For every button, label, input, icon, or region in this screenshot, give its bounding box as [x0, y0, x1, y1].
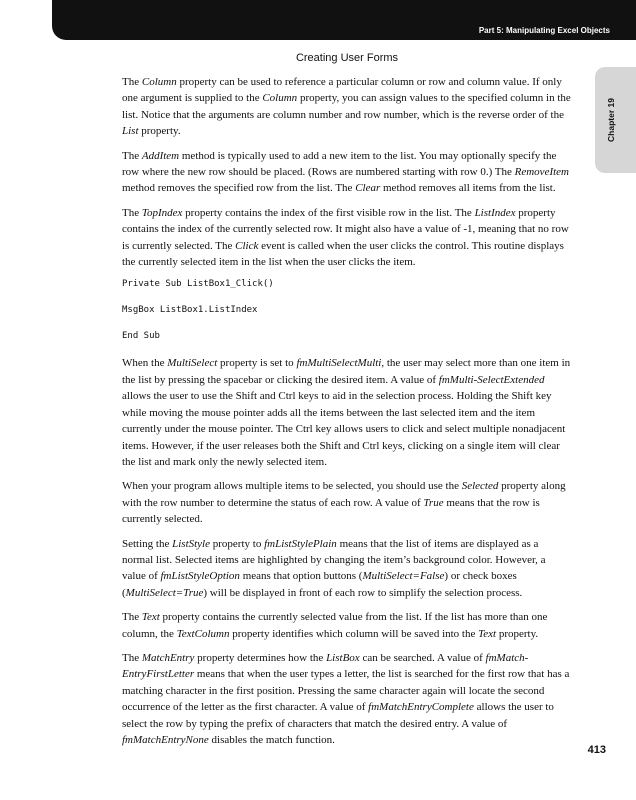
- top-header-bar: [52, 0, 636, 40]
- italic-term: fmMatchEntryNone: [122, 734, 209, 746]
- chapter-label: Chapter 19: [606, 98, 616, 142]
- italic-term: fmMulti-SelectExtended: [438, 373, 545, 386]
- italic-term: ListIndex: [474, 206, 516, 219]
- paragraph: The Column property can be used to reference a particular column or row and column value. If only one argument is supplied to the Column property, you can assign values to the specified column in the list. Notice that the arguments are column number and row number, which is the reverse order of the List property.: [122, 76, 571, 138]
- italic-term: ListStyle: [172, 537, 210, 550]
- italic-term: Column: [262, 92, 298, 105]
- italic-term: AddItem: [141, 149, 180, 162]
- italic-term: MultiSelect=False: [362, 570, 445, 583]
- paragraph: The TopIndex property contains the index of the first visible row in the list. The ListIndex property contains the index of the currently selected row. It might also have a value of -1, meaning that no row is currently selected. The Click event is called when the user clicks the control. This routine displays the currently selected item in the list when the user clicks the item.: [122, 206, 569, 269]
- italic-term: fmListStyleOption: [160, 570, 240, 583]
- paragraph: The MatchEntry property determines how the ListBox can be searched. A value of fmMatch-EntryFirstLetter means that when the user types a letter, the list is searched for the first row that has a matching character in the first position. Pressing the same character again will locate the second occurrence of the letter as the first character. A value of fmMatchEntryComplete allows the user to select the row by typing the prefix of characters that match the desired entry. A value of fmMatchEntryNone disables the match function.: [122, 651, 570, 746]
- italic-term: Selected: [461, 480, 499, 493]
- italic-term: Text: [141, 611, 160, 624]
- paragraph: When your program allows multiple items to be selected, you should use the Selected property along with the row number to determine the status of each row. A value of True means that the row is currently selected.: [122, 480, 566, 526]
- italic-term: MatchEntry: [141, 651, 195, 664]
- italic-term: TopIndex: [141, 206, 183, 219]
- chapter-tab: [595, 67, 636, 173]
- italic-term: List: [122, 125, 139, 138]
- italic-term: fmMultiSelectMulti: [296, 357, 382, 370]
- italic-term: Clear: [355, 182, 381, 195]
- paragraph: The AddItem method is typically used to add a new item to the list. You may optionally specify the row where the new row should be placed. (Rows are numbered starting with row 0.) The RemoveItem method removes the specified row from the list. The Clear method removes all items from the list.: [122, 149, 569, 195]
- italic-term: fmMatch-EntryFirstLetter: [122, 651, 529, 681]
- paragraph: When the MultiSelect property is set to fmMultiSelectMulti, the user may select more than one item in the list by pressing the spacebar or clicking the desired item. A value of fmMulti-SelectExtended allows the user to use the Shift and Ctrl keys to aid in the selection process. Holding the Shift key while moving the mouse pointer adds all the items between the last selected item and the item currently under the mouse pointer. The Ctrl key allows users to click and select multiple nonadjacent items. However, if the user releases both the Shift and Ctrl keys, clicking on a single item will clear the list and mark only the newly selected item.: [122, 357, 571, 468]
- section-title: Creating User Forms: [295, 52, 399, 64]
- part-header: Part 5: Manipulating Excel Objects: [478, 26, 610, 35]
- italic-term: MultiSelect: [167, 357, 218, 370]
- italic-term: fmListStylePlain: [264, 537, 337, 550]
- code-block: Private Sub ListBox1_Click() MsgBox ListBox1.ListIndex End Sub: [122, 279, 274, 342]
- page-body: [122, 74, 572, 756]
- paragraph: Setting the ListStyle property to fmListStylePlain means that the list of items are displayed as a normal list. Selected items are highlighted by changing the item’s background color. However, a value of fmListStyleOption means that option buttons (MultiSelect=False) or check boxes (MultiSelect=True) will be displayed in front of each row to simplify the selection process.: [122, 537, 546, 599]
- italic-term: Click: [235, 239, 259, 252]
- italic-term: fmMatchEntryComplete: [368, 701, 474, 714]
- paragraph: The Text property contains the currently selected value from the list. If the list has more than one column, the TextColumn property identifies which column will be saved into the Text property.: [122, 611, 548, 640]
- italic-term: TextColumn: [176, 627, 230, 640]
- italic-term: Column: [141, 76, 177, 88]
- italic-term: RemoveItem: [514, 166, 569, 179]
- page-number: 413: [587, 744, 606, 756]
- italic-term: Text: [478, 627, 497, 640]
- italic-term: True: [423, 496, 444, 509]
- italic-term: MultiSelect=True: [125, 586, 204, 599]
- italic-term: ListBox: [326, 651, 360, 664]
